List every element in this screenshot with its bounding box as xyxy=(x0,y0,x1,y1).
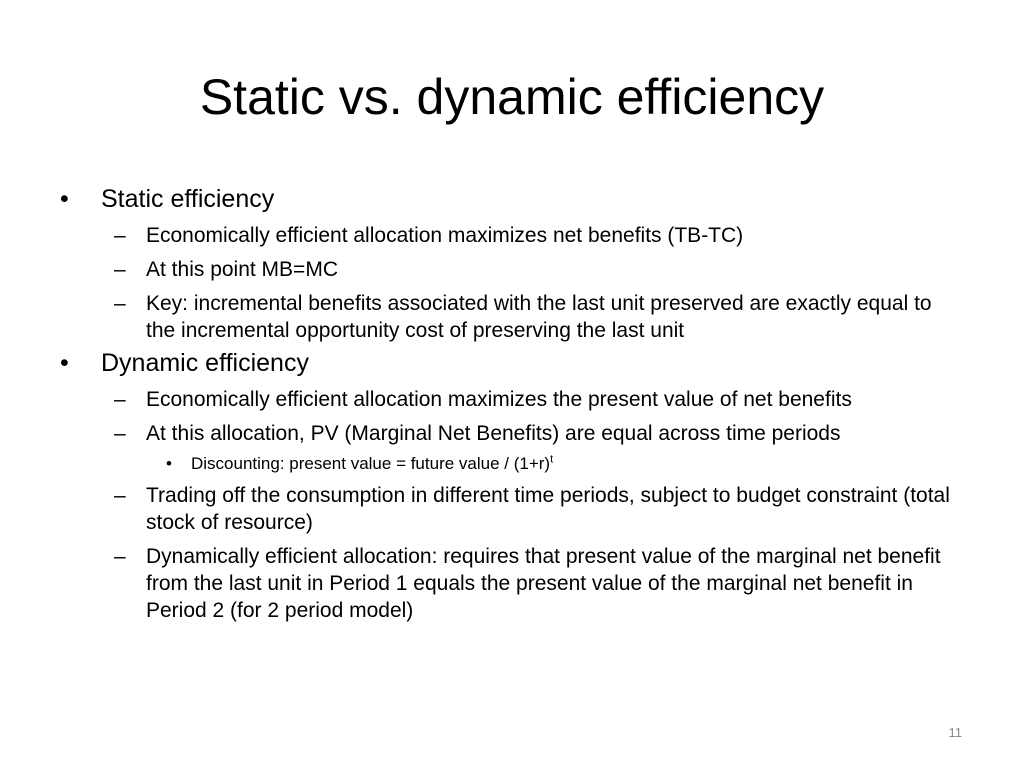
dash-marker: – xyxy=(114,224,126,247)
bullet-static-efficiency xyxy=(60,184,960,215)
dash-marker: – xyxy=(114,292,126,315)
sub-bullet-text: At this point MB=MC xyxy=(146,258,338,281)
sub-bullet xyxy=(60,543,960,624)
slide-number: 11 xyxy=(948,725,962,740)
sub-sub-bullet-discounting xyxy=(60,453,960,475)
sub-bullet-text: Key: incremental benefits associated with the last unit preserved are exactly equal to the incremental opportunity cost of preserving the last unit xyxy=(146,292,932,342)
sub-bullet xyxy=(60,290,960,344)
dash-marker: – xyxy=(114,258,126,281)
sub-bullet-text: Trading off the consumption in different time periods, subject to budget constraint (total stock of resource) xyxy=(146,484,950,534)
sub-bullet-text: Economically efficient allocation maximizes net benefits (TB-TC) xyxy=(146,224,744,247)
sub-bullet-text: Economically efficient allocation maximizes the present value of net benefits xyxy=(146,388,852,411)
sub-bullet xyxy=(60,420,960,447)
sub-bullet-text: At this allocation, PV (Marginal Net Benefits) are equal across time periods xyxy=(146,422,841,445)
sub-bullet xyxy=(60,386,960,413)
exponent-t: t xyxy=(550,453,554,466)
sub-bullet xyxy=(60,482,960,536)
bullet-text: Static efficiency xyxy=(101,185,275,213)
bullet-marker: • xyxy=(60,349,69,377)
sub-bullet xyxy=(60,222,960,249)
dash-marker: – xyxy=(114,545,126,568)
dash-marker: – xyxy=(114,388,126,411)
dash-marker: – xyxy=(114,484,126,507)
slide-title: Static vs. dynamic efficiency xyxy=(199,69,825,125)
bullet-text: Dynamic efficiency xyxy=(101,349,309,377)
sub-bullet-text: Dynamically efficient allocation: requires that present value of the marginal net benefit from the last unit in Period 1 equals the present value of the marginal net benefit in Period 2 (for 2 period model) xyxy=(146,545,941,622)
bullet-marker: • xyxy=(166,454,172,473)
bullet-marker: • xyxy=(60,185,69,213)
sub-bullet xyxy=(60,256,960,283)
sub-sub-bullet-text: Discounting: present value = future value / (1+r) xyxy=(191,454,551,473)
bullet-dynamic-efficiency xyxy=(60,348,960,379)
slide-content xyxy=(60,180,960,624)
dash-marker: – xyxy=(114,422,126,445)
